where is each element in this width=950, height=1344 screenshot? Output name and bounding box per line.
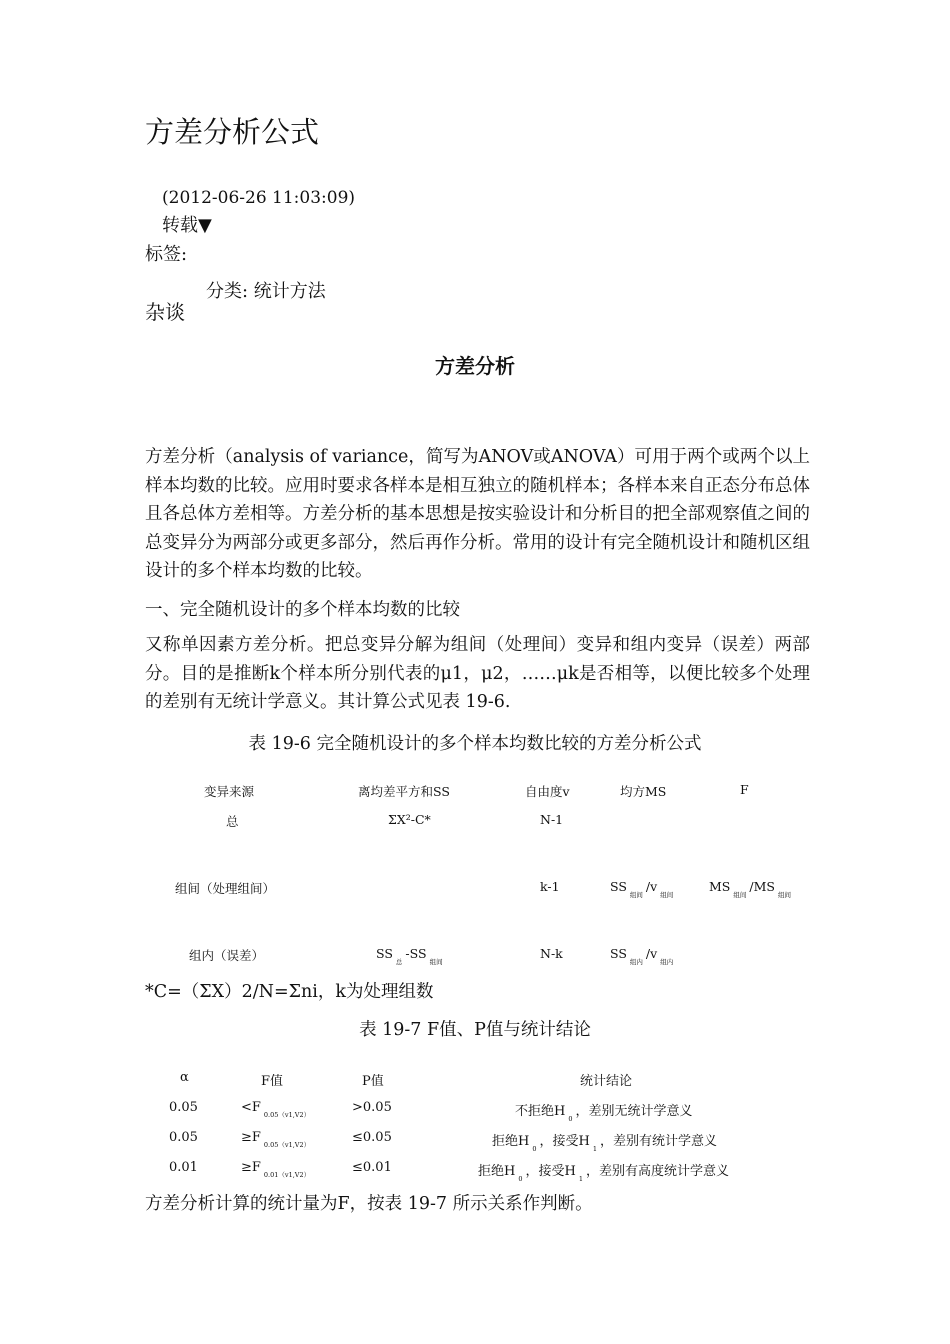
footnote: *C=（ΣX）2/N=Σni，k为处理组数 xyxy=(145,982,434,1002)
tag-misc[interactable]: 杂谈 xyxy=(145,300,185,324)
table-cell: 0.05 xyxy=(169,1130,198,1145)
table-cell: ≤0.01 xyxy=(352,1160,392,1175)
table-cell: ≤0.05 xyxy=(352,1130,392,1145)
table-cell: 总 xyxy=(226,814,239,829)
table-header: F xyxy=(740,782,749,797)
table-caption: 表 19-7 F值、P值与统计结论 xyxy=(359,1020,591,1040)
table-header: P值 xyxy=(362,1074,384,1089)
repost-button[interactable]: 转载▼ xyxy=(162,215,212,236)
table-cell: 0.01 xyxy=(169,1160,198,1175)
table-cell: ≥F $_{0.05(v1,V2)}$ xyxy=(241,1130,311,1149)
table-cell: ≥F $_{0.01(v1,V2)}$ xyxy=(241,1160,311,1179)
table-header: 离均差平方和SS xyxy=(358,784,450,799)
conclusion-paragraph: 方差分析计算的统计量为F，按表 19-7 所示关系作判断。 xyxy=(145,1194,593,1214)
table-cell: $SS_总-SS_{组间}$ xyxy=(376,946,443,966)
table-caption: 表 19-6 完全随机设计的多个样本均数比较的方差分析公式 xyxy=(248,734,702,754)
table-header: 均方MS xyxy=(620,784,667,799)
category-link[interactable]: 分类: 统计方法 xyxy=(206,281,326,302)
table-cell: $MS_{组间}/MS_{组间}$ xyxy=(709,879,791,899)
table-cell: 拒绝H $_0$ ，接受H $_1$ ，差别有统计学意义 xyxy=(492,1134,717,1153)
table-cell: $SS_{组间}/v_{组间}$ xyxy=(610,879,674,899)
table-cell: N-1 xyxy=(540,812,564,827)
table-cell: ΣX²-C* xyxy=(388,812,431,827)
tags-label: 标签: xyxy=(145,244,188,265)
table-cell: <F $_{0.05(v1,V2)}$ xyxy=(241,1100,311,1119)
table-header: 自由度v xyxy=(525,784,570,799)
intro-paragraph: 方差分析（analysis of variance，简写为ANOV或ANOVA）可用于两个或两个以上样本均数的比较。应用时要求各样本是相互独立的随机样本；各样本来自正态分布总体且各总体方差相等。方差分析的基本思想是按实验设计和分析目的把全部观察值之间的总变异分为两部分或更多部分，然后再作分析。常用的设计有完全随机设计和随机区组设计的多个样本均数的比较。 xyxy=(145,447,810,581)
subheading: 一、完全随机设计的多个样本均数的比较 xyxy=(145,600,460,620)
table-header: F值 xyxy=(261,1074,284,1089)
page-title: 方差分析公式 xyxy=(145,115,320,149)
table-cell: 组内（误差） xyxy=(189,948,265,963)
table-cell: 拒绝H $_0$ ，接受H $_1$ ，差别有高度统计学意义 xyxy=(478,1164,729,1183)
table-cell: N-k xyxy=(540,946,563,961)
table-cell: 不拒绝H $_0$ ，差别无统计学意义 xyxy=(515,1104,693,1123)
table-cell: 0.05 xyxy=(169,1100,198,1115)
table-cell: $SS_{组内}/v_{组内}$ xyxy=(610,946,674,966)
table-cell: 组间（处理组间） xyxy=(175,881,276,896)
table-cell: >0.05 xyxy=(352,1100,392,1115)
table-cell: k-1 xyxy=(540,879,560,894)
section-heading: 方差分析 xyxy=(435,354,515,378)
table-header: 统计结论 xyxy=(580,1074,633,1089)
body-paragraph: 又称单因素方差分析。把总变异分解为组间（处理间）变异和组内变异（误差）两部分。目的是推断k个样本所分别代表的μ1，μ2，……μk是否相等，以便比较多个处理的差别有无统计学意义。其计算公式见表 19-6. xyxy=(145,635,810,712)
post-date: (2012-06-26 11:03:09) xyxy=(162,188,356,208)
table-header: 变异来源 xyxy=(204,784,255,799)
table-header: α xyxy=(180,1070,189,1085)
